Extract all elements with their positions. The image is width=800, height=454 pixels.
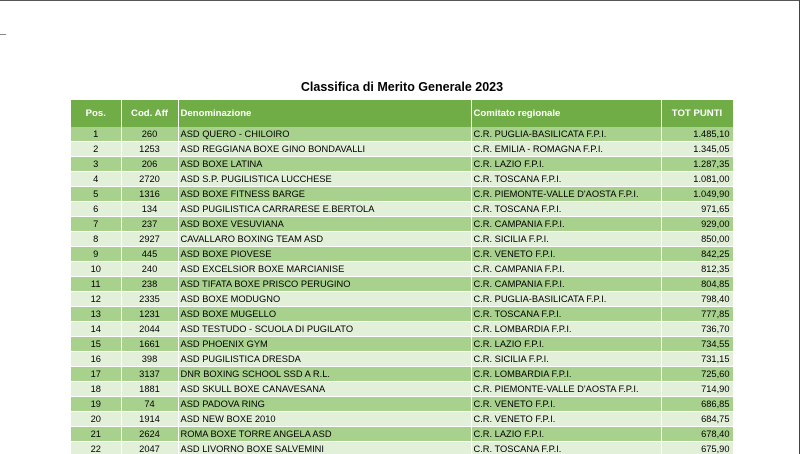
table-body bbox=[71, 127, 733, 454]
cell-denominazione: ASD BOXE PIOVESE bbox=[178, 247, 471, 262]
cell-denominazione: ASD REGGIANA BOXE GINO BONDAVALLI bbox=[178, 142, 471, 157]
cell-comitato: C.R. PIEMONTE-VALLE D'AOSTA F.P.I. bbox=[471, 382, 661, 397]
cell-tot-punti: 842,25 bbox=[661, 247, 733, 262]
cell-cod-aff: 445 bbox=[121, 247, 178, 262]
cell-pos: 21 bbox=[71, 427, 121, 442]
cell-tot-punti: 850,00 bbox=[661, 232, 733, 247]
header-pos: Pos. bbox=[71, 100, 121, 127]
cell-cod-aff: 74 bbox=[121, 397, 178, 412]
table-row bbox=[71, 442, 733, 454]
cell-cod-aff: 134 bbox=[121, 202, 178, 217]
cell-denominazione: ASD BOXE MUGELLO bbox=[178, 307, 471, 322]
cell-pos: 9 bbox=[71, 247, 121, 262]
cell-cod-aff: 3137 bbox=[121, 367, 178, 382]
cell-comitato: C.R. LAZIO F.P.I. bbox=[471, 337, 661, 352]
cell-pos: 2 bbox=[71, 142, 121, 157]
cell-cod-aff: 398 bbox=[121, 352, 178, 367]
table-row bbox=[71, 382, 733, 397]
cell-comitato: C.R. VENETO F.P.I. bbox=[471, 397, 661, 412]
cell-cod-aff: 237 bbox=[121, 217, 178, 232]
cell-pos: 22 bbox=[71, 442, 121, 454]
cell-comitato: C.R. VENETO F.P.I. bbox=[471, 247, 661, 262]
cell-pos: 17 bbox=[71, 367, 121, 382]
cell-comitato: C.R. CAMPANIA F.P.I. bbox=[471, 277, 661, 292]
cell-denominazione: ASD PADOVA RING bbox=[178, 397, 471, 412]
cell-denominazione: ASD EXCELSIOR BOXE MARCIANISE bbox=[178, 262, 471, 277]
cell-denominazione: ASD BOXE MODUGNO bbox=[178, 292, 471, 307]
cell-cod-aff: 2927 bbox=[121, 232, 178, 247]
cell-cod-aff: 1253 bbox=[121, 142, 178, 157]
cell-denominazione: ASD PHOENIX GYM bbox=[178, 337, 471, 352]
table-row bbox=[71, 247, 733, 262]
cell-tot-punti: 731,15 bbox=[661, 352, 733, 367]
cell-pos: 15 bbox=[71, 337, 121, 352]
page-title: Classifica di Merito Generale 2023 bbox=[300, 80, 504, 94]
table-row bbox=[71, 157, 733, 172]
cell-pos: 16 bbox=[71, 352, 121, 367]
cell-denominazione: ASD S.P. PUGILISTICA LUCCHESE bbox=[178, 172, 471, 187]
cell-tot-punti: 675,90 bbox=[661, 442, 733, 454]
cell-pos: 4 bbox=[71, 172, 121, 187]
cell-tot-punti: 812,35 bbox=[661, 262, 733, 277]
cell-tot-punti: 714,90 bbox=[661, 382, 733, 397]
table-row bbox=[71, 292, 733, 307]
cell-cod-aff: 206 bbox=[121, 157, 178, 172]
cell-denominazione: ASD TESTUDO - SCUOLA DI PUGILATO bbox=[178, 322, 471, 337]
table-row bbox=[71, 127, 733, 142]
cell-comitato: C.R. LAZIO F.P.I. bbox=[471, 427, 661, 442]
cell-cod-aff: 1881 bbox=[121, 382, 178, 397]
cell-tot-punti: 678,40 bbox=[661, 427, 733, 442]
cell-pos: 11 bbox=[71, 277, 121, 292]
cell-tot-punti: 971,65 bbox=[661, 202, 733, 217]
cell-tot-punti: 1.485,10 bbox=[661, 127, 733, 142]
cell-comitato: C.R. SICILIA F.P.I. bbox=[471, 352, 661, 367]
table-row bbox=[71, 412, 733, 427]
cell-pos: 6 bbox=[71, 202, 121, 217]
cell-tot-punti: 725,60 bbox=[661, 367, 733, 382]
page-top-border bbox=[0, 0, 800, 1]
header-cod-aff: Cod. Aff bbox=[121, 100, 178, 127]
table-row bbox=[71, 322, 733, 337]
cell-tot-punti: 736,70 bbox=[661, 322, 733, 337]
page-left-mark bbox=[0, 34, 6, 35]
cell-comitato: C.R. TOSCANA F.P.I. bbox=[471, 172, 661, 187]
cell-denominazione: ASD LIVORNO BOXE SALVEMINI bbox=[178, 442, 471, 454]
cell-cod-aff: 2044 bbox=[121, 322, 178, 337]
cell-pos: 5 bbox=[71, 187, 121, 202]
cell-denominazione: ASD BOXE VESUVIANA bbox=[178, 217, 471, 232]
cell-denominazione: ASD SKULL BOXE CANAVESANA bbox=[178, 382, 471, 397]
cell-tot-punti: 734,55 bbox=[661, 337, 733, 352]
cell-cod-aff: 238 bbox=[121, 277, 178, 292]
cell-comitato: C.R. TOSCANA F.P.I. bbox=[471, 202, 661, 217]
cell-pos: 20 bbox=[71, 412, 121, 427]
table-row bbox=[71, 427, 733, 442]
ranking-table bbox=[71, 100, 734, 454]
cell-cod-aff: 1914 bbox=[121, 412, 178, 427]
cell-cod-aff: 260 bbox=[121, 127, 178, 142]
cell-pos: 8 bbox=[71, 232, 121, 247]
cell-tot-punti: 804,85 bbox=[661, 277, 733, 292]
table-row bbox=[71, 367, 733, 382]
cell-denominazione: DNR BOXING SCHOOL SSD A R.L. bbox=[178, 367, 471, 382]
cell-cod-aff: 1316 bbox=[121, 187, 178, 202]
cell-tot-punti: 1.345,05 bbox=[661, 142, 733, 157]
cell-pos: 19 bbox=[71, 397, 121, 412]
table-row bbox=[71, 262, 733, 277]
table-header-row bbox=[71, 100, 733, 127]
cell-tot-punti: 798,40 bbox=[661, 292, 733, 307]
table-row bbox=[71, 352, 733, 367]
table-row bbox=[71, 202, 733, 217]
cell-comitato: C.R. PUGLIA-BASILICATA F.P.I. bbox=[471, 127, 661, 142]
cell-cod-aff: 240 bbox=[121, 262, 178, 277]
cell-comitato: C.R. LOMBARDIA F.P.I. bbox=[471, 367, 661, 382]
table-row bbox=[71, 277, 733, 292]
cell-cod-aff: 2624 bbox=[121, 427, 178, 442]
cell-cod-aff: 1661 bbox=[121, 337, 178, 352]
cell-denominazione: ASD QUERO - CHILOIRO bbox=[178, 127, 471, 142]
cell-comitato: C.R. SICILIA F.P.I. bbox=[471, 232, 661, 247]
table-row bbox=[71, 217, 733, 232]
cell-denominazione: ASD NEW BOXE 2010 bbox=[178, 412, 471, 427]
cell-comitato: C.R. CAMPANIA F.P.I. bbox=[471, 217, 661, 232]
cell-tot-punti: 1.287,35 bbox=[661, 157, 733, 172]
cell-tot-punti: 686,85 bbox=[661, 397, 733, 412]
cell-tot-punti: 929,00 bbox=[661, 217, 733, 232]
header-denominazione: Denominazione bbox=[178, 100, 471, 127]
cell-comitato: C.R. CAMPANIA F.P.I. bbox=[471, 262, 661, 277]
cell-comitato: C.R. TOSCANA F.P.I. bbox=[471, 442, 661, 454]
cell-cod-aff: 1231 bbox=[121, 307, 178, 322]
cell-comitato: C.R. PUGLIA-BASILICATA F.P.I. bbox=[471, 292, 661, 307]
cell-pos: 7 bbox=[71, 217, 121, 232]
table-row bbox=[71, 187, 733, 202]
cell-pos: 10 bbox=[71, 262, 121, 277]
cell-comitato: C.R. PIEMONTE-VALLE D'AOSTA F.P.I. bbox=[471, 187, 661, 202]
cell-comitato: C.R. VENETO F.P.I. bbox=[471, 412, 661, 427]
cell-tot-punti: 684,75 bbox=[661, 412, 733, 427]
cell-denominazione: ASD BOXE LATINA bbox=[178, 157, 471, 172]
cell-pos: 1 bbox=[71, 127, 121, 142]
table-row bbox=[71, 142, 733, 157]
cell-tot-punti: 1.081,00 bbox=[661, 172, 733, 187]
cell-tot-punti: 777,85 bbox=[661, 307, 733, 322]
cell-denominazione: ASD TIFATA BOXE PRISCO PERUGINO bbox=[178, 277, 471, 292]
cell-pos: 13 bbox=[71, 307, 121, 322]
cell-denominazione: CAVALLARO BOXING TEAM ASD bbox=[178, 232, 471, 247]
cell-pos: 3 bbox=[71, 157, 121, 172]
cell-cod-aff: 2047 bbox=[121, 442, 178, 454]
table-row bbox=[71, 337, 733, 352]
cell-comitato: C.R. TOSCANA F.P.I. bbox=[471, 307, 661, 322]
cell-denominazione: ASD PUGILISTICA DRESDA bbox=[178, 352, 471, 367]
cell-cod-aff: 2720 bbox=[121, 172, 178, 187]
cell-pos: 14 bbox=[71, 322, 121, 337]
cell-denominazione: ROMA BOXE TORRE ANGELA ASD bbox=[178, 427, 471, 442]
table-row bbox=[71, 307, 733, 322]
cell-comitato: C.R. EMILIA - ROMAGNA F.P.I. bbox=[471, 142, 661, 157]
table-row bbox=[71, 232, 733, 247]
cell-cod-aff: 2335 bbox=[121, 292, 178, 307]
cell-tot-punti: 1.049,90 bbox=[661, 187, 733, 202]
cell-comitato: C.R. LAZIO F.P.I. bbox=[471, 157, 661, 172]
cell-denominazione: ASD BOXE FITNESS BARGE bbox=[178, 187, 471, 202]
table-row bbox=[71, 172, 733, 187]
header-comitato-regionale: Comitato regionale bbox=[471, 100, 661, 127]
cell-pos: 12 bbox=[71, 292, 121, 307]
cell-comitato: C.R. LOMBARDIA F.P.I. bbox=[471, 322, 661, 337]
header-tot-punti: TOT PUNTI bbox=[661, 100, 733, 127]
cell-pos: 18 bbox=[71, 382, 121, 397]
table-row bbox=[71, 397, 733, 412]
cell-denominazione: ASD PUGILISTICA CARRARESE E.BERTOLA bbox=[178, 202, 471, 217]
